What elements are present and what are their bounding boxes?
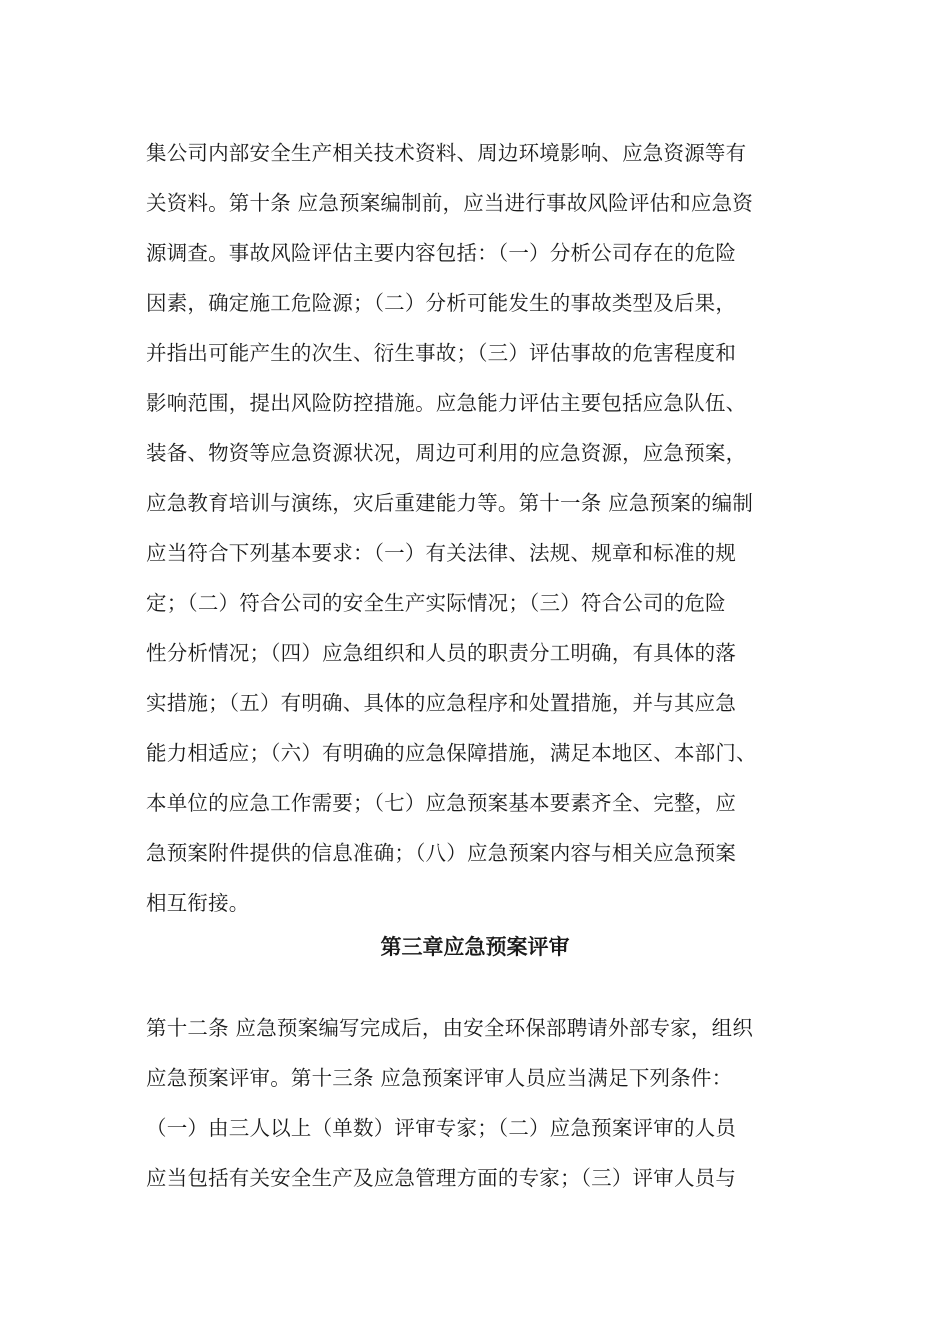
body-line: 相互衔接。 xyxy=(146,891,250,915)
body-line: 能力相适应；（六）有明确的应急保障措施，满足本地区、本部门、 xyxy=(146,741,757,765)
body-line: 定；（二）符合公司的安全生产实际情况；（三）符合公司的危险 xyxy=(146,591,726,615)
body-line: 应急预案评审。第十三条 应急预案评审人员应当满足下列条件： xyxy=(146,1066,733,1090)
body-line: 影响范围，提出风险防控措施。应急能力评估主要包括应急队伍、 xyxy=(146,391,747,415)
body-line: 关资料。第十条 应急预案编制前，应当进行事故风险评估和应急资 xyxy=(146,191,754,215)
chapter-heading: 第三章应急预案评审 xyxy=(380,935,570,959)
body-line: 应当包括有关安全生产及应急管理方面的专家；（三）评审人员与 xyxy=(146,1166,737,1190)
body-line: 装备、物资等应急资源状况，周边可利用的应急资源，应急预案， xyxy=(146,441,747,465)
body-line: 并指出可能产生的次生、衍生事故；（三）评估事故的危害程度和 xyxy=(146,341,737,365)
body-line: （一）由三人以上（单数）评审专家；（二）应急预案评审的人员 xyxy=(146,1116,737,1140)
body-line: 应急教育培训与演练，灾后重建能力等。第十一条 应急预案的编制 xyxy=(146,491,754,515)
body-line: 源调查。事故风险评估主要内容包括：（一）分析公司存在的危险 xyxy=(146,241,737,265)
body-line: 急预案附件提供的信息准确；（八）应急预案内容与相关应急预案 xyxy=(146,841,737,865)
body-line: 应当符合下列基本要求：（一）有关法律、法规、规章和标准的规 xyxy=(146,541,737,565)
body-line: 因素，确定施工危险源；（二）分析可能发生的事故类型及后果， xyxy=(146,291,737,315)
body-line: 第十二条 应急预案编写完成后，由安全环保部聘请外部专家，组织 xyxy=(146,1016,754,1040)
body-line: 实措施；（五）有明确、具体的应急程序和处置措施，并与其应急 xyxy=(146,691,737,715)
body-line: 本单位的应急工作需要；（七）应急预案基本要素齐全、完整，应 xyxy=(146,791,737,815)
body-line: 集公司内部安全生产相关技术资料、周边环境影响、应急资源等有 xyxy=(146,141,747,165)
body-line: 性分析情况；（四）应急组织和人员的职责分工明确，有具体的落 xyxy=(146,641,737,665)
